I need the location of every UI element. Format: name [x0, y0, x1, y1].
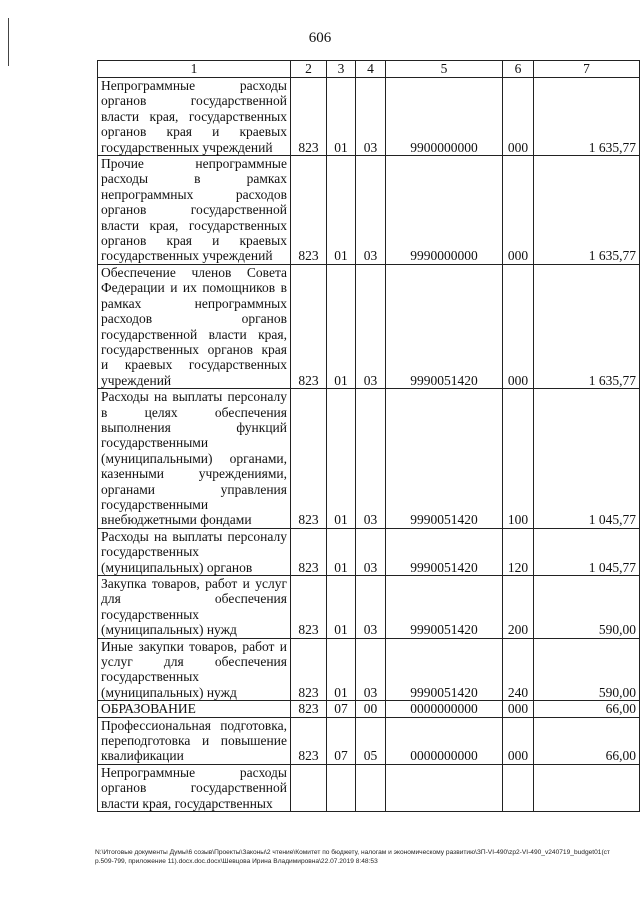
target-item-code-cell: 9990051420 [386, 528, 503, 575]
row-name-cell: Иные закупки товаров, работ и услуг для обеспечения государственных (муниципальных) нужд [98, 638, 291, 701]
row-name-cell: Непрограммные расходы органов государственной власти края, государственных органов края и краевых государственных учреждений [98, 78, 291, 156]
target-item-code-cell: 9990051420 [386, 638, 503, 701]
target-item-code-cell: 0000000000 [386, 717, 503, 764]
column-header: 2 [291, 61, 327, 78]
subsection-code-cell: 03 [356, 576, 386, 639]
subsection-code-cell: 00 [356, 701, 386, 717]
ministry-code-cell [291, 764, 327, 811]
section-code-cell: 01 [327, 156, 356, 265]
row-name-cell: Обеспечение членов Совета Федерации и их помощников в рамках непрограммных расходов органов государственной власти края, государственных органов края и краевых государственных учреждений [98, 264, 291, 388]
amount-cell: 66,00 [534, 717, 640, 764]
amount-cell: 1 635,77 [534, 156, 640, 265]
subsection-code-cell: 03 [356, 78, 386, 156]
section-code-cell: 01 [327, 78, 356, 156]
expense-type-code-cell: 200 [503, 576, 534, 639]
target-item-code-cell [386, 764, 503, 811]
amount-cell: 590,00 [534, 638, 640, 701]
budget-table [97, 60, 640, 812]
ministry-code-cell: 823 [291, 389, 327, 529]
amount-cell: 1 635,77 [534, 78, 640, 156]
expense-type-code-cell: 240 [503, 638, 534, 701]
section-code-cell: 01 [327, 528, 356, 575]
table-row [98, 264, 640, 388]
column-header: 4 [356, 61, 386, 78]
table-row [98, 156, 640, 265]
expense-type-code-cell: 100 [503, 389, 534, 529]
expense-type-code-cell [503, 764, 534, 811]
table-row [98, 528, 640, 575]
target-item-code-cell: 0000000000 [386, 701, 503, 717]
subsection-code-cell: 05 [356, 717, 386, 764]
target-item-code-cell: 9990051420 [386, 576, 503, 639]
file-path-footer: N:\Итоговые документы Думы\6 созыв\Проекты\Законы\2 чтение\Комитет по бюджету, налогам и экономическому развитию\ЗП-VI-490\zp2-VI-490_v240719_budget01(стр.509-799, приложение 11).docx.doc.docx\Шевцова Ирина Владимировна\22.07.2019 8:48:53 [95, 849, 610, 865]
ministry-code-cell: 823 [291, 264, 327, 388]
row-name-cell: Непрограммные расходы органов государственной власти края, государственных [98, 764, 291, 811]
page-number: 606 [308, 30, 332, 46]
target-item-code-cell: 9990000000 [386, 156, 503, 265]
subsection-code-cell: 03 [356, 264, 386, 388]
row-name-cell: ОБРАЗОВАНИЕ [98, 701, 291, 717]
subsection-code-cell [356, 764, 386, 811]
subsection-code-cell: 03 [356, 528, 386, 575]
amount-cell [534, 764, 640, 811]
target-item-code-cell: 9990051420 [386, 389, 503, 529]
table-row [98, 576, 640, 639]
row-name-cell: Прочие непрограммные расходы в рамках непрограммных расходов органов государственной власти края, государственных органов края и краевых государственных учреждений [98, 156, 291, 265]
ministry-code-cell: 823 [291, 528, 327, 575]
expense-type-code-cell: 000 [503, 78, 534, 156]
subsection-code-cell: 03 [356, 638, 386, 701]
expense-type-code-cell: 120 [503, 528, 534, 575]
table-row [98, 638, 640, 701]
table-row [98, 389, 640, 529]
target-item-code-cell: 9900000000 [386, 78, 503, 156]
subsection-code-cell: 03 [356, 389, 386, 529]
table-row [98, 764, 640, 811]
section-code-cell: 07 [327, 717, 356, 764]
section-code-cell: 01 [327, 576, 356, 639]
ministry-code-cell: 823 [291, 717, 327, 764]
amount-cell: 1 045,77 [534, 389, 640, 529]
column-header: 3 [327, 61, 356, 78]
expense-type-code-cell: 000 [503, 264, 534, 388]
subsection-code-cell: 03 [356, 156, 386, 265]
section-code-cell: 01 [327, 638, 356, 701]
row-name-cell: Профессиональная подготовка, переподготовка и повышение квалификации [98, 717, 291, 764]
expense-type-code-cell: 000 [503, 701, 534, 717]
amount-cell: 590,00 [534, 576, 640, 639]
column-header: 7 [534, 61, 640, 78]
section-code-cell [327, 764, 356, 811]
row-name-cell: Закупка товаров, работ и услуг для обеспечения государственных (муниципальных) нужд [98, 576, 291, 639]
column-header: 1 [98, 61, 291, 78]
expense-type-code-cell: 000 [503, 156, 534, 265]
section-code-cell: 01 [327, 389, 356, 529]
table-row [98, 717, 640, 764]
ministry-code-cell: 823 [291, 638, 327, 701]
ministry-code-cell: 823 [291, 78, 327, 156]
amount-cell: 66,00 [534, 701, 640, 717]
row-name-cell: Расходы на выплаты персоналу в целях обеспечения выполнения функций государственными (муниципальными) органами, казенными учреждениями, органами управления государственными внебюджетными фондами [98, 389, 291, 529]
table-header-row [98, 61, 640, 78]
ministry-code-cell: 823 [291, 576, 327, 639]
expense-type-code-cell: 000 [503, 717, 534, 764]
amount-cell: 1 635,77 [534, 264, 640, 388]
ministry-code-cell: 823 [291, 156, 327, 265]
amount-cell: 1 045,77 [534, 528, 640, 575]
table-row [98, 78, 640, 156]
column-header: 6 [503, 61, 534, 78]
section-code-cell: 07 [327, 701, 356, 717]
section-code-cell: 01 [327, 264, 356, 388]
target-item-code-cell: 9990051420 [386, 264, 503, 388]
row-name-cell: Расходы на выплаты персоналу государственных (муниципальных) органов [98, 528, 291, 575]
column-header: 5 [386, 61, 503, 78]
ministry-code-cell: 823 [291, 701, 327, 717]
table-row [98, 701, 640, 717]
